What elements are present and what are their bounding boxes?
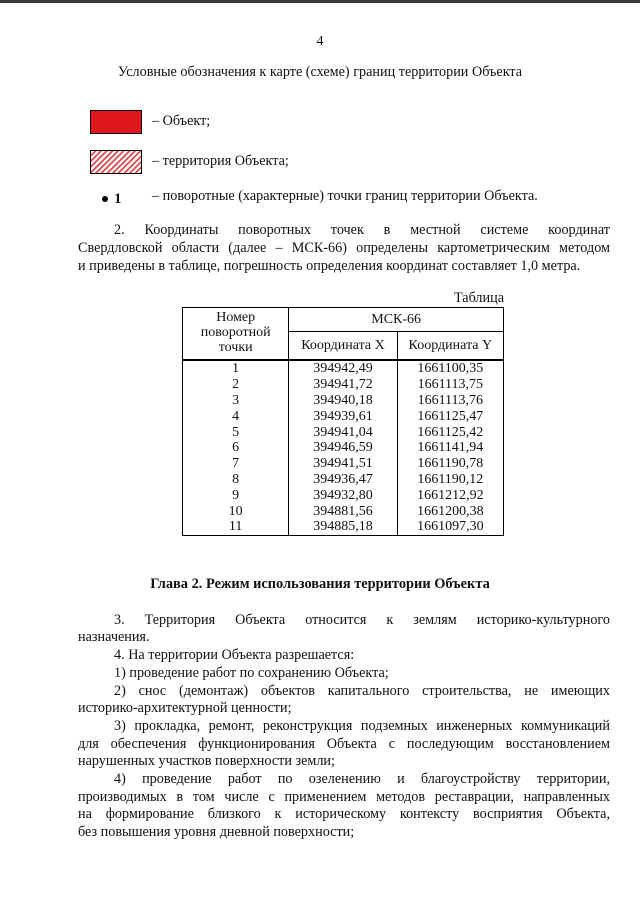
item-2-line-2: историко-архитектурной ценности; [78,700,292,716]
item-3-line-3: нарушенных участков поверхности земли; [78,753,335,769]
red-filled-rectangle-icon [90,110,142,134]
chapter-2-title: Глава 2. Режим использования территории Объекта [150,576,490,592]
legend-object-label: – Объект; [152,113,211,129]
cell-point-number: 4 [183,408,289,424]
cell-y: 1661190,12 [397,472,503,488]
legend-points-label: – поворотные (характерные) точки границ территории Объекта. [152,188,538,204]
black-dot-icon [102,196,108,202]
cell-x: 394881,56 [289,503,397,519]
header-coordinate-system: МСК-66 [289,308,504,332]
paragraph-3-line-1: 3. Территория Объекта относится к землям историко-культурного [114,612,610,628]
point-marker-number: 1 [114,190,122,207]
header-coordinate-x: Координата X [289,332,397,360]
item-4-line-4: без повышения уровня дневной поверхности; [78,824,355,840]
paragraph-2-line-1: 2. Координаты поворотных точек в местной системе координат [114,222,610,238]
header-point-number: Номер поворотной точки [183,308,289,361]
paragraph-4: 4. На территории Объекта разрешается: [114,647,355,663]
paragraph-2-line-3: и приведены в таблице, погрешность определения координат составляет 1,0 метра. [78,258,581,274]
table-row [183,377,504,393]
cell-x: 394939,61 [289,408,397,424]
cell-x: 394941,04 [289,424,397,440]
table-row [183,393,504,409]
cell-y: 1661190,78 [397,456,503,472]
table-row [183,440,504,456]
cell-x: 394885,18 [289,519,397,535]
coordinates-table-body [183,360,504,535]
red-hatched-rectangle-icon [90,150,142,174]
legend-title: Условные обозначения к карте (схеме) границ территории Объекта [117,64,523,80]
cell-x: 394941,72 [289,377,397,393]
cell-point-number: 7 [183,456,289,472]
item-3-line-2: для обеспечения функционирования Объекта с последующим восстановлением [78,736,610,752]
table-row [183,503,504,519]
cell-y: 1661212,92 [397,487,503,503]
cell-x: 394932,80 [289,487,397,503]
cell-y: 1661113,76 [397,393,503,409]
legend-item-territory [90,147,142,177]
header-coordinate-y: Координата Y [397,332,503,360]
cell-x: 394940,18 [289,393,397,409]
cell-y: 1661113,75 [397,377,503,393]
table-row [183,487,504,503]
cell-y: 1661100,35 [397,360,503,377]
table-row [183,519,504,535]
table-row [183,424,504,440]
cell-y: 1661125,42 [397,424,503,440]
cell-x: 394942,49 [289,360,397,377]
legend-item-object [90,107,142,137]
turning-point-marker [90,191,142,208]
item-2-line-1: 2) снос (демонтаж) объектов капитального строительства, не имеющих [114,683,610,699]
coordinates-table [182,307,504,536]
table-row [183,408,504,424]
cell-y: 1661200,38 [397,503,503,519]
item-4-line-1: 4) проведение работ по озеленению и благоустройству территории, [114,771,610,787]
cell-point-number: 8 [183,472,289,488]
table-row [183,456,504,472]
page-number: 4 [316,34,324,49]
cell-x: 394936,47 [289,472,397,488]
cell-x: 394941,51 [289,456,397,472]
legend-territory-label: – территория Объекта; [152,153,289,169]
item-4-line-2: производимых в том числе с применением методов реставрации, направленных [78,789,610,805]
cell-point-number: 10 [183,503,289,519]
scan-top-edge [0,0,640,3]
cell-point-number: 3 [183,393,289,409]
cell-y: 1661097,30 [397,519,503,535]
cell-point-number: 11 [183,519,289,535]
cell-point-number: 1 [183,360,289,377]
cell-y: 1661141,94 [397,440,503,456]
table-caption: Таблица [453,290,504,306]
item-4-line-3: на формирование близкого к историческому контексту восприятия Объекта, [78,806,610,822]
table-row [183,360,504,377]
cell-x: 394946,59 [289,440,397,456]
paragraph-2-line-2: Свердловской области (далее – МСК-66) определены картометрическим методом [78,240,610,256]
cell-point-number: 9 [183,487,289,503]
cell-point-number: 2 [183,377,289,393]
table-row [183,472,504,488]
cell-point-number: 5 [183,424,289,440]
cell-y: 1661125,47 [397,408,503,424]
item-1: 1) проведение работ по сохранению Объекта; [114,665,389,681]
item-3-line-1: 3) прокладка, ремонт, реконструкция подземных инженерных коммуникаций [114,718,610,734]
legend-item-points [90,184,142,214]
cell-point-number: 6 [183,440,289,456]
paragraph-3-line-2: назначения. [78,629,150,645]
